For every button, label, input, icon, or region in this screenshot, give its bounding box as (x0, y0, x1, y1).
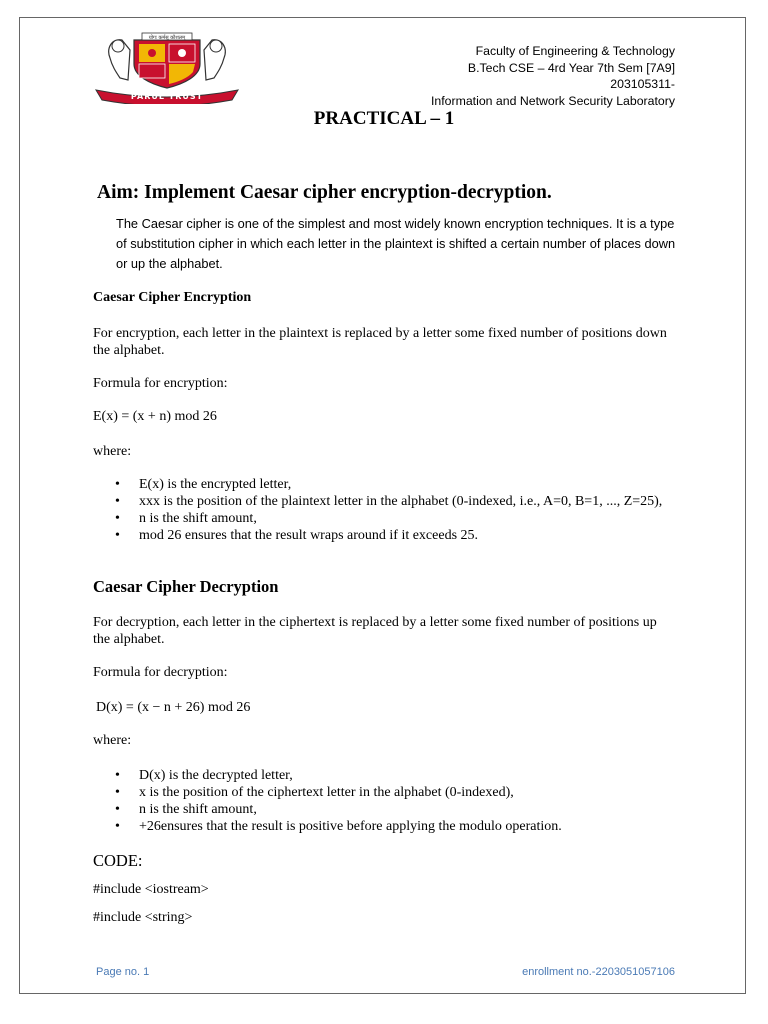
logo-motto: योगः कर्मसु कौशलम् (148, 34, 186, 41)
aim-heading: Aim: Implement Caesar cipher encryption-decryption. (97, 182, 552, 203)
footer-enrollment: enrollment no.-2203051057106 (522, 966, 675, 978)
code-heading: CODE: (93, 851, 143, 870)
encryption-bullet-list (93, 476, 683, 544)
header-course: B.Tech CSE – 4rd Year 7th Sem [7A9] (467, 60, 675, 75)
encryption-formula: E(x) = (x + n) mod 26 (93, 409, 217, 424)
header-lab: Information and Network Security Laboratory (430, 93, 675, 108)
encryption-description: For encryption, each letter in the plaintext is replaced by a letter some fixed number of positions down the alphabet. (93, 326, 667, 358)
logo-banner-text: PARUL TRUST (130, 92, 204, 101)
list-item: • n is the shift amount, (93, 801, 683, 818)
decryption-where: where: (93, 733, 132, 748)
intro-paragraph: The Caesar cipher is one of the simplest and most widely known encryption techniques. It is a type of substitution cipher in which each letter in the plaintext is shifted a certain number of places down or up the alphabet. (116, 216, 676, 271)
decryption-description: For decryption, each letter in the ciphertext is replaced by a letter some fixed number of positions up the alphabet. (93, 615, 657, 647)
code-line: #include <iostream> (93, 882, 209, 897)
page-title: PRACTICAL – 1 (313, 108, 455, 129)
encryption-heading: Caesar Cipher Encryption (93, 290, 252, 305)
decryption-formula: D(x) = (x − n + 26) mod 26 (96, 700, 251, 715)
parul-trust-logo (92, 30, 242, 104)
decryption-heading: Caesar Cipher Decryption (93, 577, 279, 596)
list-item: • xxx is the position of the plaintext letter in the alphabet (0-indexed, i.e., A=0, B=1, ..., Z=25), (93, 493, 683, 510)
footer-page-number: Page no. 1 (96, 966, 150, 978)
header-code: 203105311- (610, 77, 675, 92)
encryption-formula-label: Formula for encryption: (93, 376, 228, 391)
header-faculty: Faculty of Engineering & Technology (475, 44, 675, 58)
list-item: • D(x) is the decrypted letter, (93, 767, 683, 784)
list-item: • E(x) is the encrypted letter, (93, 476, 683, 493)
list-item: • mod 26 ensures that the result wraps around if it exceeds 25. (93, 527, 683, 544)
code-line: #include <string> (93, 910, 193, 925)
header-info (431, 43, 675, 109)
list-item: • x is the position of the ciphertext letter in the alphabet (0-indexed), (93, 784, 683, 801)
encryption-where: where: (93, 444, 132, 459)
list-item: • +26ensures that the result is positive before applying the modulo operation. (93, 818, 683, 835)
decryption-formula-label: Formula for decryption: (93, 665, 228, 680)
decryption-bullet-list (93, 767, 683, 835)
list-item: • n is the shift amount, (93, 510, 683, 527)
